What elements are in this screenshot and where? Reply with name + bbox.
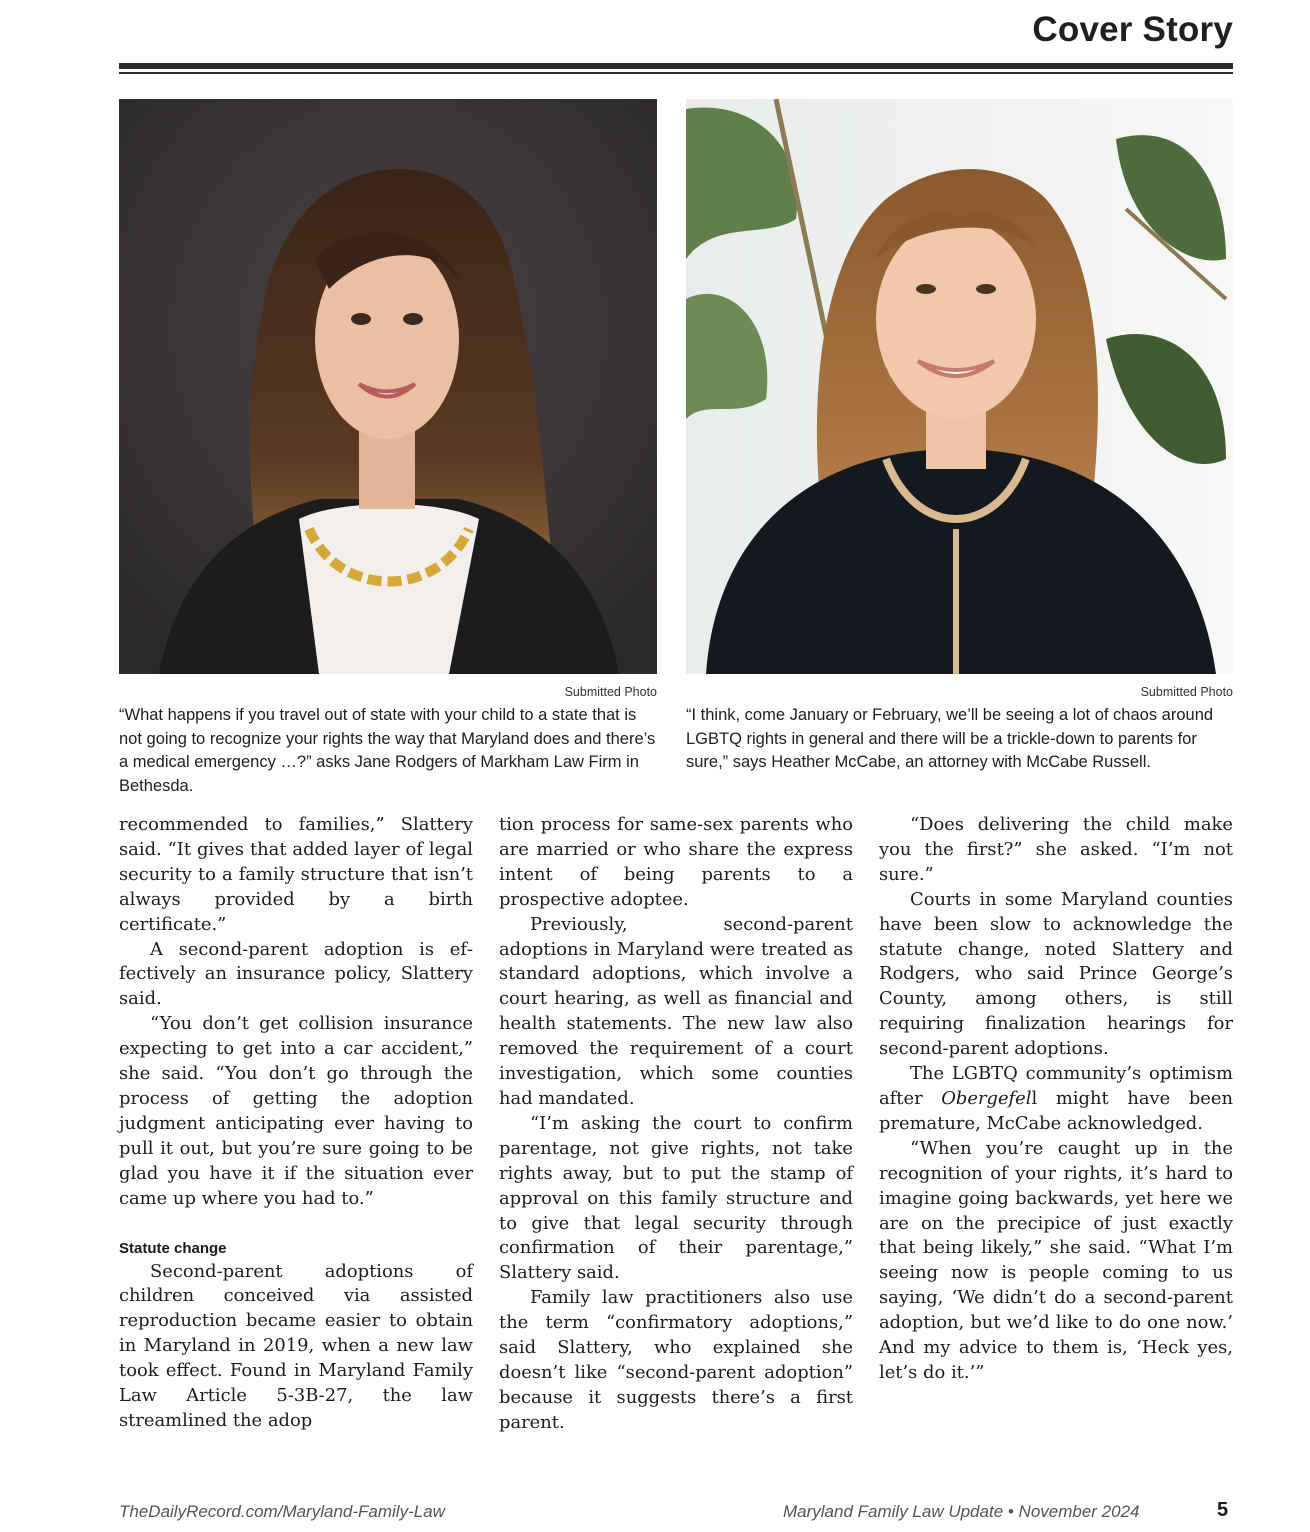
photo-caption: “What happens if you travel out of state with your child to a state that is not going to recognize your rights the way that Maryland does and there’s a medical emergency …?” asks Jane Rodgers of Markham Law Firm in Bethesda.: [119, 706, 656, 795]
footer-publication: Maryland Family Law Update • November 2024: [783, 1502, 1140, 1521]
photo-credit: Submitted Photo: [1140, 685, 1233, 699]
paragraph: Second-parent adoptions of children conceived via assisted reproduction became easier to obtain in Maryland in 2019, when a new law took effect. Found in Maryland Family Law Article 5-3B-27, the law streamlined the adop: [119, 1260, 473, 1431]
paragraph: A second-parent adoption is effectively an insurance policy, Slattery said.: [119, 938, 473, 1010]
paragraph: “Does delivering the child make you the first?” she asked. “I’m not sure.”: [879, 814, 1233, 885]
photo-caption: “I think, come January or February, we’ll be seeing a lot of chaos around LGBTQ rights in general and there will be a trickle-down to parents for sure,” says Heather McCabe, an attorney with McCabe Russell.: [686, 706, 1214, 771]
article-column-2: [499, 813, 853, 1436]
paragraph: “I’m asking the court to confirm parentage, not give rights, not take rights away, but to put the stamp of approval on this family structure and to give that legal security through confirmation of their parentage,” Slattery said.: [499, 1112, 853, 1284]
article-column-1: [119, 813, 473, 1434]
text-run: The LGBTQ community’s optimism after: [879, 1063, 1233, 1109]
case-name: Obergefel: [941, 1087, 1032, 1109]
photo-credit: Submitted Photo: [564, 685, 657, 699]
article-column-3: [879, 813, 1233, 1386]
portrait-photo-mccabe: [686, 99, 1233, 674]
paragraph: Previously, second-parent adoptions in Maryland were treated as standard adoptions, which involve a court hearing, as well as financial and health statements. The new law also removed the requirement of a court investigation, which some counties had mandated.: [499, 913, 853, 1109]
paragraph: Courts in some Maryland counties have been slow to acknowledge the statute change, noted Slattery and Rodgers, who said Prince George’s County, among others, is still requiring finalization hearings for second-parent adoptions.: [879, 888, 1233, 1060]
paragraph: “When you’re caught up in the recognition of your rights, it’s hard to imagine going backwards, yet here we are on the precipice of just exactly that being likely,” she said. “What I’m seeing now is people coming to us saying, ‘We didn’t do a second-parent adoption, but we’d like to do one now.’ And my advice to them is, ‘Heck yes, let’s do it.’”: [879, 1137, 1233, 1383]
text-run: l might have been premature, McCabe acknowledged.: [879, 1087, 1233, 1134]
paragraph: Family law practitioners also use the term “confirmatory adoptions,” said Slattery, who explained she doesn’t like “second-parent adoption” because it suggests there’s a first parent.: [499, 1287, 853, 1433]
header-rule-thin: [119, 72, 1233, 74]
subhead: Statute change: [119, 1239, 227, 1257]
paragraph: “You don’t get collision insurance expecting to get into a car accident,” she said. “You don’t go through the process of getting the adoption judgment anticipating ever having to pull it out, but you’re sure going to be glad you have it if the situation ever came up where you had to.”: [119, 1013, 473, 1209]
section-title: Cover Story: [1032, 10, 1233, 49]
portrait-photo-rodgers: [119, 99, 657, 674]
paragraph: [879, 1062, 1233, 1137]
paragraph: tion process for same-sex parents who are married or who share the express intent of being parents to a prospective adoptee.: [499, 814, 853, 910]
footer-url: TheDailyRecord.com/Maryland-Family-Law: [119, 1502, 445, 1521]
header-rule-thick: [119, 63, 1233, 69]
paragraph: recommended to families,” Slattery said. “It gives that added layer of legal security to a family structure that isn’t always provided by a birth certificate.”: [119, 814, 473, 935]
page-number: 5: [1217, 1499, 1229, 1521]
